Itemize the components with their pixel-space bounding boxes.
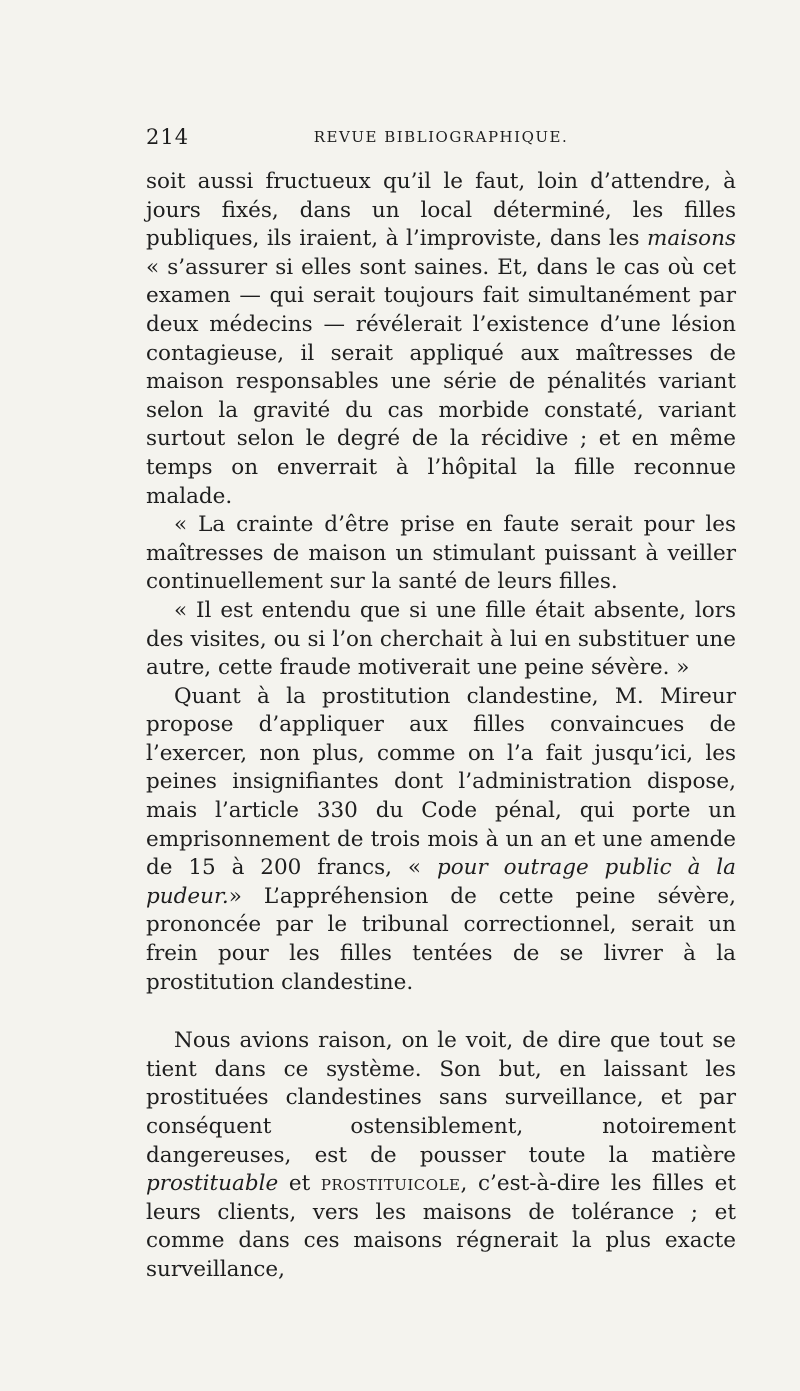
emphasis-prostituable: prostituable bbox=[146, 1171, 279, 1197]
paragraph-2: « La crainte d’être prise en faute serait pour les maîtresses de maison un stimulant puissant à veiller continuellement sur la santé de leurs filles. bbox=[146, 512, 736, 595]
paragraph-4 bbox=[146, 683, 736, 998]
running-title: REVUE BIBLIOGRAPHIQUE. bbox=[313, 128, 569, 146]
page-number: 214 bbox=[146, 125, 190, 149]
paragraph-5-text-mid: et bbox=[278, 1171, 321, 1197]
page-header bbox=[146, 125, 736, 153]
emphasis-maisons: maisons bbox=[647, 226, 736, 252]
emphasis-outrage: pour outrage public à la pudeur. bbox=[146, 855, 736, 909]
paragraph-1-text-b: « s’assurer si elles sont saines. Et, dans le cas où cet examen — qui serait toujours fait simultanément par deux médecins — révélerait l’existence d’une lésion contagieuse, il serait appliqué aux maîtresses de maison responsables une série de pénalités variant selon la gravité du cas morbide constaté, variant surtout selon le degré de la récidive ; et en même temps on enverrait à l’hôpital la fille reconnue malade. bbox=[146, 254, 736, 509]
paragraph-1 bbox=[146, 168, 736, 511]
smallcaps-prostituicole: prostituicole bbox=[320, 1171, 461, 1197]
paragraph-4-text-a: Quant à la prostitution clandestine, M. Mireur propose d’appliquer aux filles convaincues de l’exercer, non plus, comme on l’a fait jusqu’ici, les peines insignifiantes dont l’administration dispose, mais l’article 330 du Code pénal, qui porte un emprisonnement de trois mois à un an et une amende de 15 à 200 francs, « bbox=[146, 683, 736, 881]
paragraph-5-text-a: Nous avions raison, on le voit, de dire que tout se tient dans ce système. Son but, en laissant les prostituées clandestines sans surveillance, et par conséquent ostensiblement, notoirement dangereuses, est de pousser toute la matière bbox=[146, 1028, 736, 1168]
paragraph-3: « Il est entendu que si une fille était absente, lors des visites, ou si l’on cherchait à lui en substituer une autre, cette fraude motiverait une peine sévère. » bbox=[146, 597, 736, 681]
body-text bbox=[146, 168, 736, 1285]
paragraph-5-text-b: , c’est-à-dire les filles et leurs clients, vers les maisons de tolérance ; et comme dans ces maisons régnerait la plus exacte surveillance, bbox=[146, 1171, 736, 1282]
paragraph-5 bbox=[146, 1027, 736, 1284]
paragraph-1-text-a: soit aussi fructueux qu’il le faut, loin d’attendre, à jours fixés, dans un local déterminé, les filles publiques, ils iraient, à l’improviste, dans les bbox=[146, 169, 736, 252]
paragraph-4-text-b: » L’appréhension de cette peine sévère, prononcée par le tribunal correctionnel, serait un frein pour les filles tentées de se livrer à la prostitution clandestine. bbox=[146, 883, 736, 995]
